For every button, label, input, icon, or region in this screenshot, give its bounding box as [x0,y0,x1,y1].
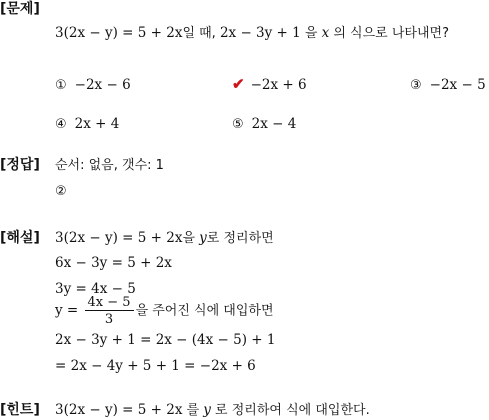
hint-text-2: 로 정리하여 식에 대입한다. [210,403,370,418]
answer-meta: 순서: 없음, 갯수: 1 [55,158,164,173]
choice-5-mark: ⑤ [232,117,244,132]
question-text-2: 을 [300,26,322,41]
choice-3[interactable] [410,78,486,93]
choice-4-text: 2x + 4 [74,116,120,132]
choice-4[interactable] [55,117,119,132]
choice-1-mark: ① [55,78,67,93]
choice-2-text: −2x + 6 [250,77,307,93]
question-text-3: 의 식으로 나타내면? [329,26,449,41]
question-equation: 3(2x − y) = 5 + 2x [55,25,183,41]
explanation-line-3: 3y = 4x − 5 [55,281,136,297]
explanation-fraction [85,296,134,326]
answer-value: ② [55,184,67,199]
explanation-line-1-eq: 3(2x − y) = 5 + 2x [55,230,183,246]
hint-label: [힌트] [0,402,40,418]
choice-1[interactable] [55,78,131,93]
choice-5-text: 2x − 4 [251,116,297,132]
explanation-line-2: 6x − 3y = 5 + 2x [55,255,172,271]
explanation-line-1-var: y [199,230,207,246]
choice-1-text: −2x − 6 [74,77,131,93]
choice-3-mark: ③ [410,78,422,93]
hint-text-1: 를 [182,403,204,418]
explanation-line-4 [55,296,274,326]
explanation-label: [해설] [0,230,40,246]
choice-5[interactable] [232,117,296,132]
check-mark-icon: ✔ [232,75,245,93]
explanation-line-1-text-2: 로 정리하면 [206,231,274,246]
choice-4-mark: ④ [55,117,67,132]
hint-text [55,403,370,418]
explanation-line-1-text: 을 [182,231,200,246]
problem-question [55,26,449,41]
choice-2[interactable] [232,77,307,93]
choice-3-text: −2x − 5 [429,77,486,93]
fraction-numerator: 4x − 5 [85,296,134,311]
hint-variable: y [203,402,211,418]
explanation-line-4-lhs: y = [55,302,83,319]
explanation-line-5: 2x − 3y + 1 = 2x − (4x − 5) + 1 [55,332,276,348]
explanation-line-1 [55,231,274,246]
question-expression: 2x − 3y + 1 [219,25,301,41]
explanation-line-6: = 2x − 4y + 5 + 1 = −2x + 6 [55,358,256,374]
problem-label: [문제] [0,1,40,17]
hint-equation: 3(2x − y) = 5 + 2x [55,402,183,418]
question-text: 일 때, [182,26,220,41]
explanation-line-4-text: 을 주어진 식에 대입하면 [135,303,274,319]
question-variable: x [321,25,330,41]
answer-label: [정답] [0,157,40,173]
fraction-denominator: 3 [104,312,114,327]
